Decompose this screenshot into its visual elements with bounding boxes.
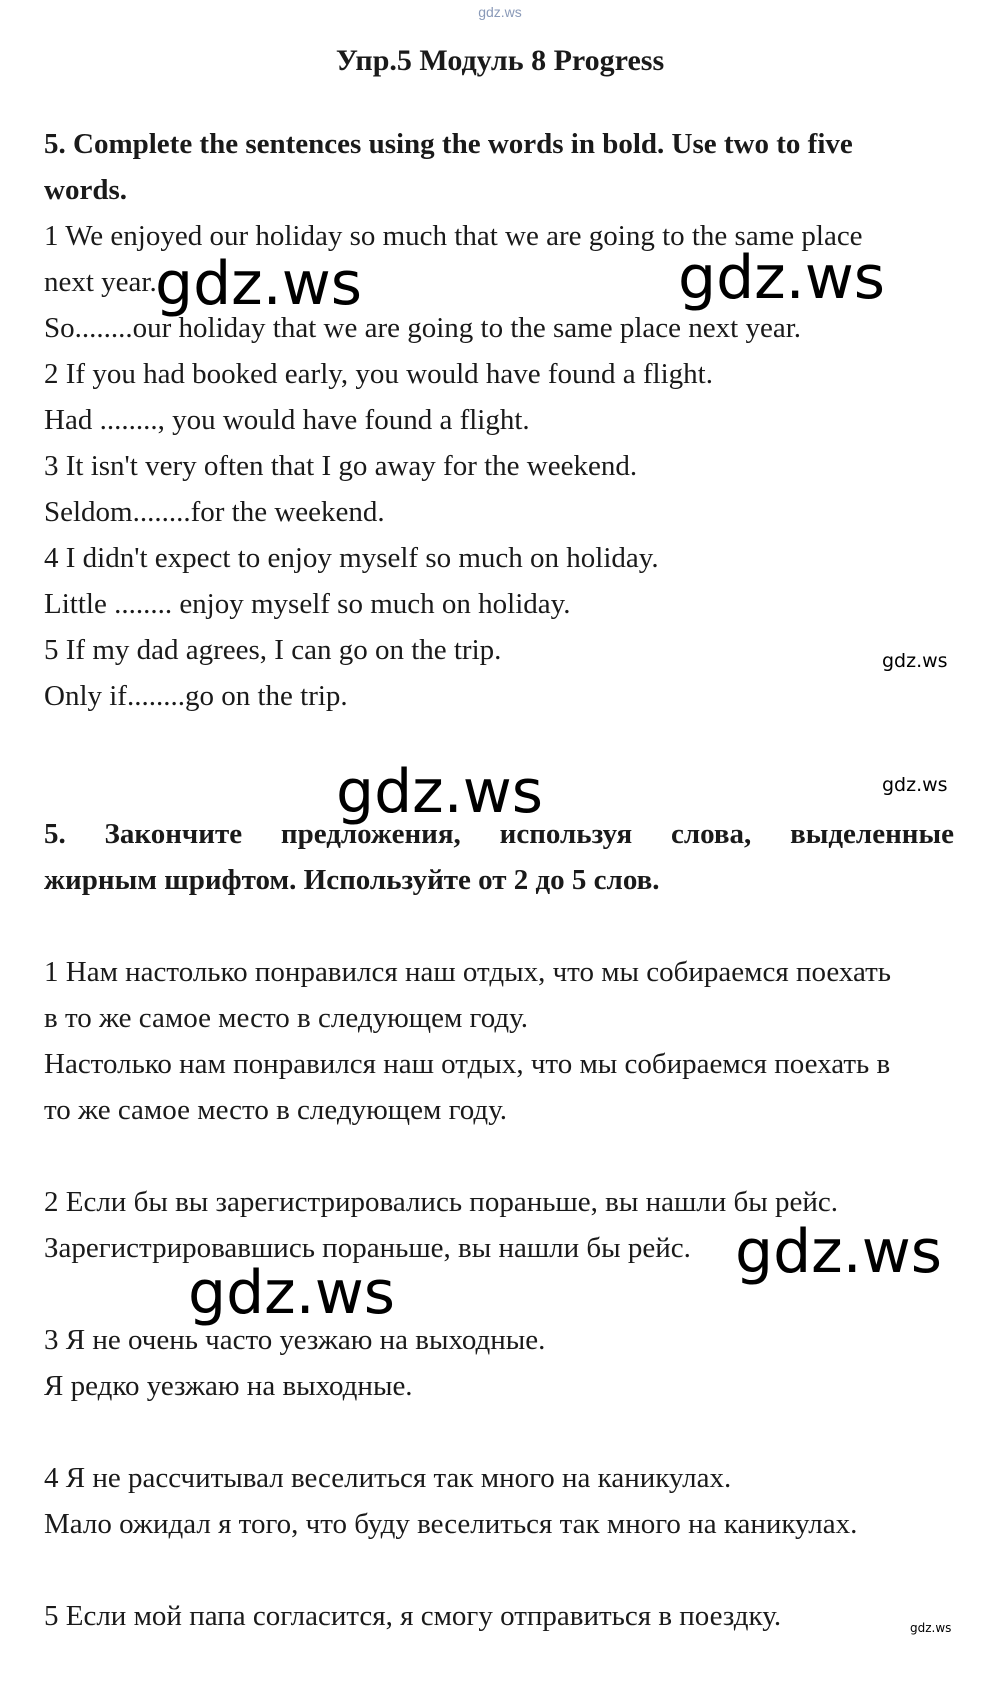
english-line-4: 2 If you had booked early, you would have found a flight.	[44, 358, 713, 390]
russian-task-line-2: жирным шрифтом. Используйте от 2 до 5 слов.	[44, 864, 660, 896]
english-line-1: 1 We enjoyed our holiday so much that we are going to the same place	[44, 220, 863, 252]
russian-task-line-1: 5. Закончите предложения, используя слова, выделенные	[44, 818, 954, 850]
russian-line-7: 3 Я не очень часто уезжаю на выходные.	[44, 1324, 546, 1356]
top-watermark: gdz.ws	[478, 4, 522, 20]
english-task-line-2: words.	[44, 174, 127, 206]
english-line-2: next year.	[44, 266, 157, 298]
russian-line-3: Настолько нам понравился наш отдых, что мы собираемся поехать в	[44, 1048, 891, 1080]
russian-line-6: Зарегистрировавшись пораньше, вы нашли бы рейс.	[44, 1232, 691, 1264]
watermark-3: gdz.ws	[882, 650, 948, 672]
russian-line-11: 5 Если мой папа согласится, я смогу отправиться в поездку.	[44, 1600, 782, 1632]
watermark-4: gdz.ws	[336, 757, 544, 827]
russian-line-2: в то же самое место в следующем году.	[44, 1002, 528, 1034]
english-line-6: 3 It isn't very often that I go away for the weekend.	[44, 450, 638, 482]
watermark-5: gdz.ws	[882, 774, 948, 796]
russian-line-4: то же самое место в следующем году.	[44, 1094, 508, 1126]
english-task-line-1: 5. Complete the sentences using the words in bold. Use two to five	[44, 128, 853, 160]
english-line-10: 5 If my dad agrees, I can go on the trip.	[44, 634, 502, 666]
russian-line-8: Я редко уезжаю на выходные.	[44, 1370, 413, 1402]
watermark-2: gdz.ws	[678, 243, 886, 313]
russian-line-10: Мало ожидал я того, что буду веселиться так много на каникулах.	[44, 1508, 858, 1540]
english-line-9: Little ........ enjoy myself so much on holiday.	[44, 588, 571, 620]
russian-line-1: 1 Нам настолько понравился наш отдых, что мы собираемся поехать	[44, 956, 891, 988]
russian-line-9: 4 Я не рассчитывал веселиться так много на каникулах.	[44, 1462, 732, 1494]
watermark-8: gdz.ws	[910, 1621, 952, 1635]
english-line-8: 4 I didn't expect to enjoy myself so much on holiday.	[44, 542, 659, 574]
english-line-7: Seldom........for the weekend.	[44, 496, 385, 528]
english-line-11: Only if........go on the trip.	[44, 680, 348, 712]
english-line-3: So........our holiday that we are going to the same place next year.	[44, 312, 802, 344]
page-title: Упр.5 Модуль 8 Progress	[335, 44, 665, 77]
watermark-1: gdz.ws	[155, 249, 363, 319]
russian-line-5: 2 Если бы вы зарегистрировались пораньше, вы нашли бы рейс.	[44, 1186, 839, 1218]
english-line-5: Had ........, you would have found a flight.	[44, 404, 530, 436]
watermark-7: gdz.ws	[188, 1258, 396, 1328]
watermark-6: gdz.ws	[735, 1217, 943, 1287]
